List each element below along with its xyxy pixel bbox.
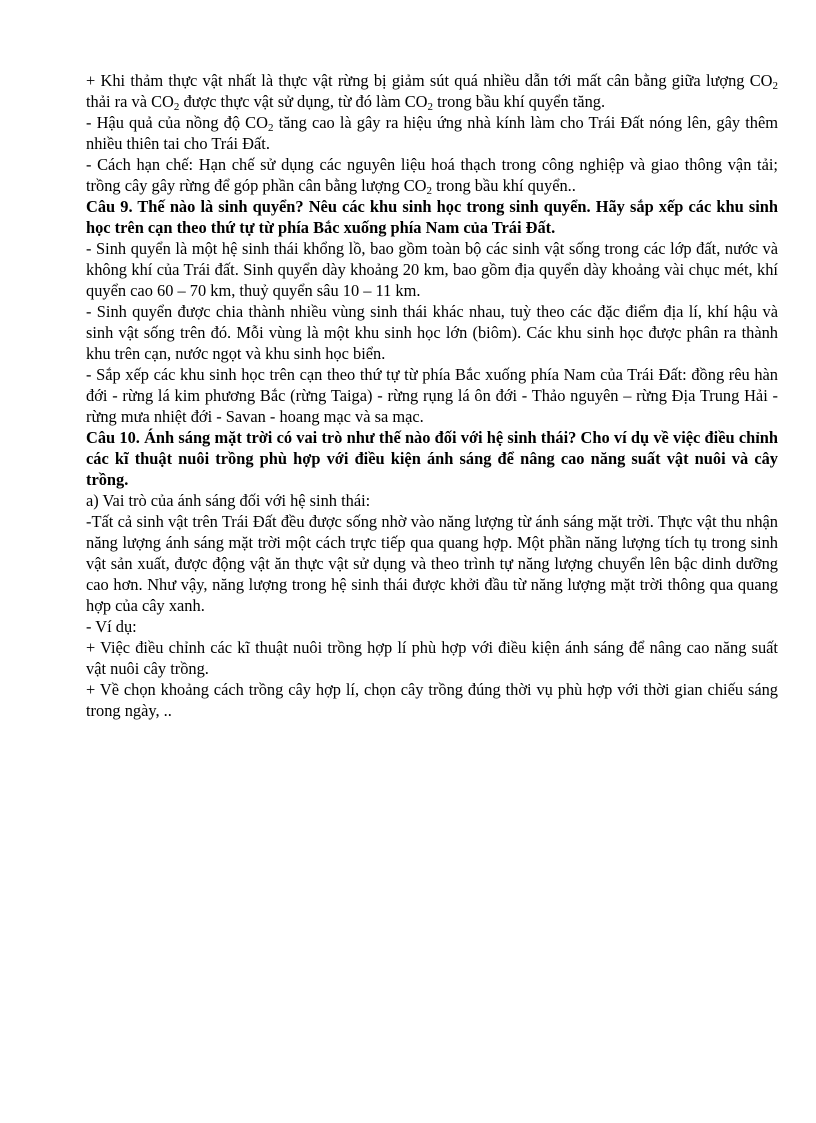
text-segment: + Việc điều chỉnh các kĩ thuật nuôi trồng hợp lí phù hợp với điều kiện ánh sáng để nâng cao năng suất vật nuôi cây trồng. [86, 638, 778, 678]
subscript: 2 [426, 185, 433, 197]
subscript: 2 [772, 80, 778, 92]
text-segment: thải ra và CO [86, 92, 174, 111]
question-10-heading [86, 427, 778, 490]
paragraph-example-2 [86, 679, 778, 721]
text-segment: - Sinh quyển được chia thành nhiều vùng sinh thái khác nhau, tuỳ theo các đặc điểm địa lí, khí hậu và sinh vật sống trên đó. Mỗi vùng là một khu sinh học lớn (biôm). Các khu sinh học được phân ra thành khu trên cạn, nước ngọt và khu sinh học biển. [86, 302, 778, 363]
paragraph-light-role-heading [86, 490, 778, 511]
text-segment: - Sắp xếp các khu sinh học trên cạn theo thứ tự từ phía Bắc xuống phía Nam của Trái Đất: đồng rêu hàn đới - rừng lá kim phương Bắc (rừng Taiga) - rừng rụng lá ôn đới - Thảo nguyên – rừng Địa Trung Hải - rừng mưa nhiệt đới - Savan - hoang mạc và sa mạc. [86, 365, 778, 426]
text-segment: + Khi thảm thực vật nhất là thực vật rừng bị giảm sút quá nhiều dẫn tới mất cân bằng giữa lượng CO [86, 71, 773, 90]
text-segment: - Ví dụ: [86, 617, 137, 636]
subscript: 2 [427, 101, 433, 113]
question-9-heading [86, 196, 778, 238]
text-segment: trong bầu khí quyển.. [432, 176, 576, 195]
paragraph-example-label [86, 616, 778, 637]
text-segment: Câu 10. Ánh sáng mặt trời có vai trò như thế nào đối với hệ sinh thái? Cho ví dụ về việc điều chỉnh các kĩ thuật nuôi trồng phù hợp với điều kiện ánh sáng để nâng cao năng suất vật nuôi và cây trồng. [86, 428, 778, 489]
text-segment: -Tất cả sinh vật trên Trái Đất đều được sống nhờ vào năng lượng từ ánh sáng mặt trời. Thực vật thu nhận năng lượng ánh sáng mặt trời một cách trực tiếp qua quang hợp. Một phần năng lượng tích tụ trong sinh vật sản xuất, được động vật ăn thực vật sử dụng và theo trình tự năng lượng chuyển lên bậc dinh dưỡng cao hơn. Như vậy, năng lượng trong hệ sinh thái được khởi đầu từ năng lượng mặt trời thông qua quang hợp của cây xanh. [86, 512, 778, 615]
paragraph-co2-imbalance [86, 70, 778, 112]
subscript: 2 [267, 122, 274, 134]
paragraph-biosphere-definition [86, 238, 778, 301]
text-segment: tăng cao là gây ra hiệu ứng nhà kính làm cho Trái Đất nóng lên, gây thêm nhiều thiên tai cho Trái Đất. [86, 113, 778, 153]
text-segment: - Cách hạn chế: Hạn chế sử dụng các nguyên liệu hoá thạch trong công nghiệp và giao thông vận tải; trồng cây gây rừng để góp phần cân bằng lượng CO [86, 155, 778, 195]
paragraph-co2-consequence [86, 112, 778, 154]
text-segment: + Về chọn khoảng cách trồng cây hợp lí, chọn cây trồng đúng thời vụ phù hợp với thời gian chiếu sáng trong ngày, .. [86, 680, 778, 720]
text-segment: - Hậu quả của nồng độ CO [86, 113, 268, 132]
paragraph-co2-mitigation [86, 154, 778, 196]
subscript: 2 [173, 101, 180, 113]
paragraph-example-1 [86, 637, 778, 679]
paragraph-biome-order [86, 364, 778, 427]
paragraph-biosphere-zones [86, 301, 778, 364]
text-segment: - Sinh quyển là một hệ sinh thái khổng lồ, bao gồm toàn bộ các sinh vật sống trong các lớp đất, nước và không khí của Trái đất. Sinh quyển dày khoảng 20 km, bao gồm địa quyển dày khoảng vài chục mét, khí quyển cao 60 – 70 km, thuỷ quyển sâu 10 – 11 km. [86, 239, 778, 300]
text-segment: được thực vật sử dụng, từ đó làm CO [179, 92, 428, 111]
paragraph-light-role [86, 511, 778, 616]
text-segment: trong bầu khí quyển tăng. [433, 92, 606, 111]
text-segment: a) Vai trò của ánh sáng đối với hệ sinh thái: [86, 491, 371, 510]
document-page [86, 70, 778, 721]
text-segment: Câu 9. Thế nào là sinh quyển? Nêu các khu sinh học trong sinh quyển. Hãy sắp xếp các khu sinh học trên cạn theo thứ tự từ phía Bắc xuống phía Nam của Trái Đất. [86, 197, 778, 237]
